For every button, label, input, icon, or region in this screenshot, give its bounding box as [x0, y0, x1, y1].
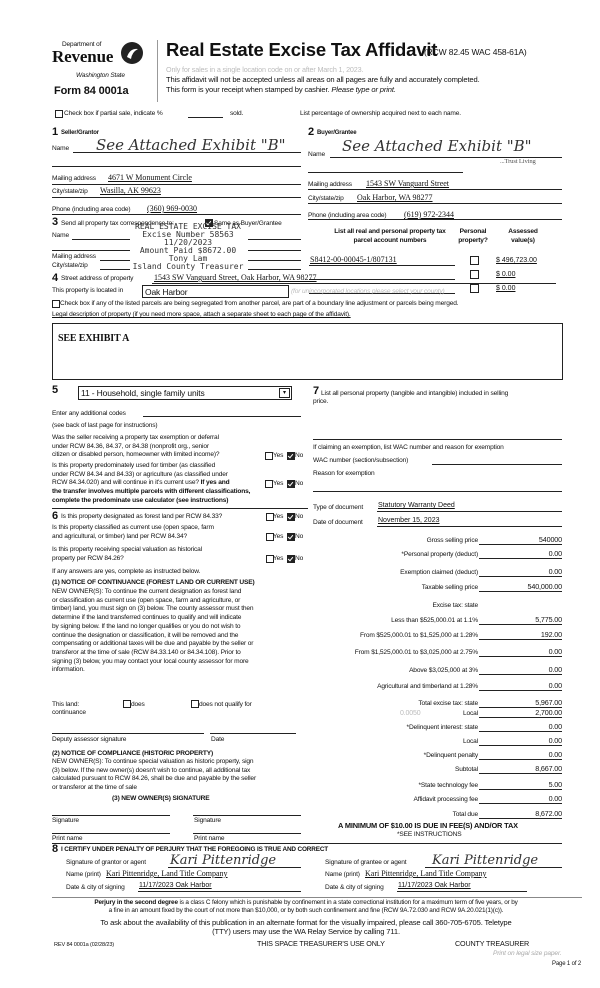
- tax-row-value[interactable]: 0.00: [548, 750, 562, 759]
- no-label: No: [295, 533, 304, 540]
- para-line: compensating or additional taxes will be due and payable by the seller or: [52, 640, 254, 648]
- segregated-checkbox[interactable]: [52, 300, 60, 308]
- legal-paper-note: Print on legal size paper.: [493, 950, 562, 957]
- accessibility-note: To ask about the availability of this publication in an alternate format for the visually impaired, please call 360-705-6705. Teletype: [100, 918, 512, 927]
- line: [248, 239, 301, 240]
- para-line: by signing below. If the land no longer qualifies or you do not wish to: [52, 622, 241, 630]
- signature-label: Signature: [52, 817, 79, 824]
- personal-property-checkbox[interactable]: [470, 284, 479, 293]
- revenue-logo-text: Revenue: [52, 47, 114, 66]
- assessed-value-field[interactable]: $ 0.00: [496, 271, 516, 278]
- yes-label: Yes: [273, 480, 284, 487]
- tax-row-label: Above $3,025,000 at 3%: [409, 667, 478, 674]
- q-line: complete the predominate use calculator (see instructions): [52, 496, 229, 504]
- page-title: Real Estate Excise Tax Affidavit: [166, 39, 438, 60]
- q-text: RCW 84.34.020) and will continue in it's current use?: [52, 479, 201, 487]
- tax-row-line: [479, 558, 562, 559]
- dor-logo-icon: [118, 40, 146, 66]
- partial-sale-checkbox[interactable]: [55, 110, 63, 118]
- personal-property-label: List all personal property (tangible and intangible) included in selling: [321, 390, 509, 397]
- street-label: Street address of property: [61, 275, 134, 282]
- line: [168, 867, 301, 868]
- yes-label: Yes: [273, 533, 284, 540]
- doc-date-label: Date of document: [313, 519, 363, 526]
- corr-mail-label: Mailing address: [52, 253, 96, 260]
- tax-row-label: Total due: [452, 811, 478, 818]
- reason-label: Reason for exemption: [313, 470, 375, 477]
- grantor-date-field[interactable]: 11/17/2023 Oak Harbor: [139, 882, 212, 889]
- buyer-name-label: Name: [308, 151, 325, 158]
- revision-label: REV 84 0001a (02/28/23): [54, 942, 114, 948]
- tax-row-line: [479, 690, 562, 691]
- line: [309, 265, 455, 266]
- tax-row-line: [479, 818, 562, 819]
- tax-row-value[interactable]: 0.00: [548, 722, 562, 731]
- correspondence-label: Send all property tax correspondence to:: [61, 220, 174, 227]
- personal-property-checkbox[interactable]: [470, 256, 479, 265]
- new-owner-signature-title: (3) NEW OWNER(S) SIGNATURE: [112, 795, 210, 802]
- line: [248, 269, 301, 270]
- line: [377, 511, 562, 512]
- stamp-line: Tony Lam: [168, 254, 208, 263]
- buyer-phone-field[interactable]: (619) 972-2344: [404, 210, 454, 219]
- seller-name-line-2: [52, 166, 301, 167]
- section-number: 8: [52, 843, 59, 855]
- exemption-label: If claiming an exemption, list WAC number and reason for exemption: [313, 444, 504, 451]
- grantee-date-field[interactable]: 11/17/2023 Oak Harbor: [398, 882, 471, 889]
- q-line: property per RCW 84.26?: [52, 554, 124, 562]
- location-hint: (for unincorporated locations please select your county): [291, 288, 445, 295]
- notice-text: This form is your receipt when stamped by cashier.: [166, 85, 332, 94]
- doc-date-field[interactable]: November 15, 2023: [378, 517, 440, 524]
- tax-row-label: *Delinquent penalty: [423, 752, 478, 759]
- print-name-label: Print name: [194, 835, 225, 842]
- tax-row-label: From $1,525,000.01 to $3,025,000 at 2.75%: [354, 649, 478, 656]
- para-line: or classification as current use (open space, farm and agriculture, or: [52, 596, 241, 604]
- tax-row-line: [479, 773, 562, 774]
- notice-line-2: [166, 86, 396, 94]
- section-number: 5: [52, 384, 59, 396]
- tax-row-line: [479, 591, 562, 592]
- accessibility-note-2: (TTY) users may use the WA Relay Service by calling 711.: [212, 927, 400, 936]
- para-line: calculated pursuant to RCW 84.26, shall be due and payable by the seller: [52, 775, 256, 783]
- q-line: and agricultural, or timber) land per RCW 84.34?: [52, 532, 187, 540]
- section-number: 7: [313, 385, 320, 397]
- wac-label: WAC number (section/subsection): [313, 457, 409, 464]
- does-qualify-checkbox[interactable]: [123, 700, 131, 708]
- perjury-bold: Perjury in the second degree: [94, 899, 178, 906]
- buyer-phone-label: Phone (including area code): [308, 212, 387, 219]
- does-label: does: [131, 701, 145, 708]
- tax-row-label: Affidavit processing fee: [413, 796, 478, 803]
- deputy-label: Deputy assessor signature: [52, 736, 127, 743]
- sold-label: sold.: [230, 110, 244, 117]
- signature-label: Signature: [194, 817, 221, 824]
- seller-phone-field[interactable]: (360) 969-0030: [147, 204, 197, 213]
- tax-row-label: *Personal property (deduct): [401, 551, 478, 558]
- q-line: Is this property classified as current use (open space, farm: [52, 524, 214, 531]
- line: [308, 203, 562, 204]
- q-line: under RCW 84.34 and 84.33) or agriculture (as classified under: [52, 470, 228, 478]
- seller-phone-label: Phone (including area code): [52, 206, 131, 213]
- tax-row-value[interactable]: 0.00: [548, 567, 562, 576]
- line: [100, 269, 130, 270]
- perjury-text: is a class C felony which is punishable by confinement in a state correctional institution for a maximum term of five years, or by: [177, 899, 518, 906]
- tax-row-value[interactable]: 540,000.00: [527, 582, 562, 591]
- line: [308, 172, 463, 173]
- stamp-line: Island County Treasurer: [132, 262, 244, 271]
- segregated-label: Check box if any of the listed parcels are being segregated from another parcel, are part of a boundary line adjustment or parcels being merged.: [60, 300, 459, 307]
- doc-type-label: Type of document: [313, 504, 364, 511]
- tax-row-label: Total excise tax: state: [418, 700, 478, 707]
- date-label: Date: [211, 736, 225, 743]
- stamp-line: 11/20/2023: [163, 238, 213, 247]
- q-bold: If yes and: [200, 479, 230, 487]
- buyer-mail-field[interactable]: 1543 SW Vanguard Street: [366, 179, 450, 188]
- line: [248, 260, 301, 261]
- line: [377, 526, 562, 527]
- seller-mail-field[interactable]: 4671 W Monument Circle: [108, 173, 192, 182]
- street-field[interactable]: 1543 SW Vanguard Street, Oak Harbor, WA 98277: [154, 273, 317, 282]
- tax-row-line: [479, 745, 562, 746]
- tax-row-label: Less than $525,000.01 at 1.1%: [391, 617, 478, 624]
- notice-line-1: This affidavit will not be accepted unless all areas on all pages are fully and accurately completed.: [166, 75, 480, 84]
- tax-row-value[interactable]: 0.00: [548, 647, 562, 656]
- tax-row-label: Agricultural and timberland at 1.28%: [377, 683, 478, 690]
- dept-label: Department of: [62, 41, 102, 48]
- no-label: No: [295, 452, 304, 459]
- buyer-label: Buyer/Grantee: [317, 130, 357, 136]
- tax-row-line: [479, 717, 562, 718]
- legal-label: Legal description of property (if you need more space, attach a separate sheet to each page of the affidavit).: [52, 311, 351, 318]
- para-line: (3) below. If the new owner(s) doesn't wish to continue, all additional tax: [52, 766, 251, 774]
- tax-row-value[interactable]: 5,967.00: [535, 698, 562, 707]
- seller-name-line: [73, 152, 301, 153]
- seller-label: Seller/Grantor: [61, 130, 99, 136]
- stamp-line: Excise Number 58563: [142, 230, 234, 239]
- footer-divider: [52, 897, 582, 898]
- see-instructions: *SEE INSTRUCTIONS: [397, 831, 462, 838]
- chevron-down-icon[interactable]: ▾: [279, 388, 290, 398]
- timber-question: [52, 462, 250, 506]
- personal-property-label-2: price.: [313, 398, 329, 405]
- section-number: 2: [308, 126, 315, 138]
- stamp-line: Amount Paid $8672.00: [139, 246, 237, 255]
- seller-city-label: City/state/zip: [52, 188, 88, 195]
- tax-row-value[interactable]: 0.00: [548, 681, 562, 690]
- yes-label: Yes: [273, 452, 284, 459]
- parcel-header: List all real and personal property tax: [334, 228, 446, 235]
- header-divider: [157, 40, 158, 102]
- personal-property-checkbox[interactable]: [470, 270, 479, 279]
- no-label: No: [295, 513, 304, 520]
- tax-row-value[interactable]: 192.00: [540, 630, 562, 639]
- tax-row-value[interactable]: 0.00: [548, 794, 562, 803]
- line: [52, 197, 301, 198]
- does-not-label: does not qualify for: [199, 701, 252, 708]
- land-use-code-value: 11 - Household, single family units: [81, 388, 205, 398]
- q-line: Was the seller receiving a property tax exemption or deferral: [52, 434, 219, 441]
- no-label: No: [295, 480, 304, 487]
- tax-row-line: [479, 624, 562, 625]
- section-divider: [52, 843, 562, 844]
- grantor-name-field[interactable]: Kari Pittenridge, Land Title Company: [106, 869, 228, 878]
- q-line: citizen or disabled person, homeowner with limited income)?: [52, 451, 220, 459]
- continuance-text: [52, 588, 253, 675]
- tax-row-line: [479, 789, 562, 790]
- forest-question: Is this property designated as forest land per RCW 84.33?: [61, 513, 223, 520]
- timber-no-checkbox[interactable]: [287, 480, 295, 488]
- corr-name-label: Name: [52, 232, 69, 239]
- deputy-date-field[interactable]: [210, 733, 296, 734]
- treasurer-stamp: [128, 223, 248, 271]
- para-line: signing (3) below, you may contact your local county assessor for more: [52, 657, 249, 665]
- yes-label: Yes: [273, 513, 284, 520]
- buyer-city-field[interactable]: Oak Harbor, WA 98277: [357, 193, 433, 202]
- state-label: Washington State: [76, 72, 125, 79]
- historic-question: [52, 546, 202, 563]
- tax-row-line: [479, 731, 562, 732]
- line: [248, 250, 301, 251]
- location-select[interactable]: [142, 285, 289, 298]
- section-number: 3: [52, 216, 59, 228]
- personal-header: Personal: [459, 228, 487, 235]
- owner-signature-field[interactable]: [193, 815, 301, 816]
- seller-name-handwritten[interactable]: See Attached Exhibit "B": [96, 136, 286, 154]
- deputy-signature-field[interactable]: [52, 733, 204, 734]
- additional-codes-label: Enter any additional codes: [52, 410, 126, 417]
- does-not-qualify-checkbox[interactable]: [191, 700, 199, 708]
- partial-pct-field[interactable]: [188, 117, 223, 118]
- tax-row-label: Excise tax: state: [432, 602, 478, 609]
- tax-row-label: Exemption claimed (deduct): [400, 569, 478, 576]
- additional-codes-field[interactable]: [143, 416, 301, 417]
- q-line: under RCW 84.36, 84.37, or 84.38 (nonprofit org., senior: [52, 442, 209, 450]
- para-line: timber) land, you must sign on (3) below. The county assessor must then: [52, 605, 254, 613]
- same-as-buyer-label: Same as Buyer/Grantee: [214, 220, 282, 227]
- owner-signature-field[interactable]: [52, 815, 170, 816]
- buyer-name-extra: ...Trust Living: [500, 158, 536, 165]
- personal-property-field[interactable]: [313, 439, 562, 440]
- line: [52, 214, 301, 215]
- line: [138, 891, 301, 892]
- tax-row-label: Gross selling price: [426, 537, 478, 544]
- page-number: Page 1 of 2: [552, 961, 582, 967]
- assessed-header: Assessed: [508, 228, 538, 235]
- tax-row-label: Local: [462, 710, 478, 717]
- if-yes-note: If any answers are yes, complete as instructed below.: [52, 568, 201, 575]
- tax-row-value[interactable]: 8,672.00: [535, 809, 562, 818]
- compliance-text: [52, 758, 256, 793]
- line: [72, 239, 130, 240]
- exemption-no-checkbox[interactable]: [287, 452, 295, 460]
- location-value: Oak Harbor: [145, 287, 188, 297]
- tax-row-value[interactable]: 5.00: [548, 780, 562, 789]
- tax-row-value[interactable]: 2,700.00: [535, 708, 562, 717]
- tax-row-value[interactable]: 0.00: [548, 549, 562, 558]
- grantee-signature-label: Signature of grantee or agent: [325, 859, 407, 866]
- legal-description-field[interactable]: [52, 323, 563, 380]
- line: [308, 219, 562, 220]
- personal-header-2: property?: [458, 237, 488, 244]
- tax-row-label: *Delinquent interest: state: [406, 724, 478, 731]
- para-line: transferor at the time of sale (RCW 84.33.140 or 84.34.108). Prior to: [52, 648, 241, 656]
- line: [52, 250, 130, 251]
- this-land-label: This land:: [52, 701, 80, 708]
- line: [425, 867, 562, 868]
- section-number: 4: [52, 272, 59, 284]
- compliance-title: (2) NOTICE OF COMPLIANCE (HISTORIC PROPERTY): [52, 750, 214, 757]
- tax-row-label: Taxable selling price: [421, 584, 478, 591]
- tax-row-label: From $525,000.01 to $1,525,000 at 1.28%: [359, 632, 478, 639]
- seller-name-label: Name: [52, 145, 69, 152]
- reason-field[interactable]: [313, 491, 562, 492]
- only-for-sales-note: Only for sales in a single location code on or after March 1, 2023.: [166, 65, 364, 74]
- grantor-date-label: Date & city of signing: [66, 884, 125, 891]
- stamp-line: REAL ESTATE EXCISE TAX: [135, 222, 241, 231]
- seller-city-field[interactable]: Wasilla, AK 99623: [100, 186, 161, 195]
- assessed-header-2: value(s): [511, 237, 535, 244]
- tax-row-line: [479, 639, 562, 640]
- section-divider: [52, 508, 308, 509]
- wac-field[interactable]: [432, 464, 562, 465]
- perjury-notice: [36, 899, 576, 907]
- seller-mail-label: Mailing address: [52, 175, 96, 182]
- doc-type-field[interactable]: Statutory Warranty Deed: [378, 502, 455, 509]
- parcel-header-2: parcel account numbers: [353, 237, 427, 244]
- certify-statement: I CERTIFY UNDER PENALTY OF PERJURY THAT THE FOREGOING IS TRUE AND CORRECT: [61, 846, 329, 853]
- rcw-reference: (RCW 82.45 WAC 458-61A): [424, 47, 527, 57]
- tax-row-line: [479, 656, 562, 657]
- perjury-text-2: a fine in an amount fixed by the court of not more than $10,000, or by both such confinement and fine (RCW 9A.72.030 and RCW 9A.20.021(1)(c)).: [108, 907, 504, 914]
- tax-row-value[interactable]: 0.00: [548, 736, 562, 745]
- tax-row-value[interactable]: 0.00: [548, 665, 562, 674]
- grantee-date-label: Date & city of signing: [325, 884, 384, 891]
- para-line: information.: [52, 666, 85, 674]
- assessed-value-field[interactable]: $ 496,723.00: [496, 257, 537, 264]
- tax-row-label: Subtotal: [455, 766, 478, 773]
- current-use-question: [52, 524, 214, 541]
- treasurer-use-label: THIS SPACE TREASURER'S USE ONLY: [257, 939, 385, 948]
- tax-row-line: [479, 674, 562, 675]
- owner-print-name-field[interactable]: [52, 833, 170, 834]
- line: [152, 283, 556, 284]
- para-line: determine if the land transferred continues to qualify and will indicate: [52, 614, 242, 622]
- legal-description-value: SEE EXHIBIT A: [58, 333, 130, 344]
- para-line: NEW OWNER(S): To continue special valuation as historic property, sign: [52, 758, 254, 765]
- tax-row-line: [479, 544, 562, 545]
- tax-row-value[interactable]: 540000: [538, 535, 562, 544]
- q-line: Is this property receiving special valuation as historical: [52, 546, 202, 553]
- partial-sale-label: Check box if partial sale, indicate %: [64, 110, 163, 117]
- yes-label: Yes: [273, 555, 284, 562]
- county-treasurer-label: COUNTY TREASURER: [455, 939, 530, 948]
- q-line: [52, 479, 250, 488]
- parcel-number-field[interactable]: S8412-00-00045-1/807131: [310, 255, 397, 264]
- grantor-signature[interactable]: Kari Pittenridge: [170, 853, 277, 868]
- grantee-signature[interactable]: Kari Pittenridge: [432, 853, 539, 868]
- corr-city-label: City/state/zip: [52, 262, 88, 269]
- line: [330, 157, 562, 158]
- para-line: NEW OWNER(S): To continue the current designation as forest land: [52, 588, 242, 595]
- line: [397, 891, 527, 892]
- line: [308, 189, 562, 190]
- line: [52, 184, 301, 185]
- buyer-name-handwritten[interactable]: See Attached Exhibit "B": [342, 137, 532, 155]
- notice-italic: Please type or print.: [331, 85, 396, 94]
- tax-row-label: Local: [462, 738, 478, 745]
- print-name-label: Print name: [52, 835, 83, 842]
- tax-row-line: [479, 759, 562, 760]
- grantor-signature-label: Signature of grantor or agent: [66, 859, 146, 866]
- exemption-yes-checkbox[interactable]: [265, 452, 273, 460]
- grantee-name-label: Name (print): [325, 871, 360, 878]
- tax-row-line: [479, 576, 562, 577]
- owner-print-name-field[interactable]: [193, 833, 301, 834]
- see-back-note: (see back of last page for instructions): [52, 422, 158, 429]
- grantee-name-field[interactable]: Kari Pittenridge, Land Title Company: [365, 869, 487, 878]
- historic-no-checkbox[interactable]: [287, 555, 295, 563]
- tax-row-value[interactable]: 8,667.00: [535, 764, 562, 773]
- exemption-question: [52, 434, 219, 460]
- continuance-label: continuance: [52, 709, 86, 716]
- grantor-name-label: Name (print): [66, 871, 101, 878]
- tax-row-value[interactable]: 5,775.00: [535, 615, 562, 624]
- para-line: or transferor at the time of sale: [52, 784, 137, 792]
- located-label: This property is located in: [52, 287, 124, 294]
- assessed-value-field[interactable]: $ 0.00: [496, 285, 516, 292]
- section-number: 1: [52, 126, 59, 138]
- buyer-city-label: City/state/zip: [308, 195, 344, 202]
- q-line: Is this property predominately used for timber (as classified: [52, 462, 216, 469]
- tax-row-label: *State technology fee: [418, 782, 478, 789]
- local-rate: 0.0050: [400, 710, 421, 717]
- forest-no-checkbox[interactable]: [287, 513, 295, 521]
- timber-yes-checkbox[interactable]: [265, 480, 273, 488]
- form-number: Form 84 0001a: [54, 85, 129, 97]
- land-use-code-select[interactable]: [78, 386, 292, 400]
- section-number: 6: [52, 510, 59, 522]
- minimum-notice: A MINIMUM OF $10.00 IS DUE IN FEE(S) AND/OR TAX: [338, 821, 518, 830]
- line: [100, 260, 130, 261]
- current-use-no-checkbox[interactable]: [287, 533, 295, 541]
- buyer-mail-label: Mailing address: [308, 181, 352, 188]
- para-line: continue the designation or classification, it will be removed and the: [52, 631, 239, 639]
- continuance-title: (1) NOTICE OF CONTINUANCE (FOREST LAND OR CURRENT USE): [52, 579, 255, 586]
- tax-row-line: [479, 803, 562, 804]
- no-label: No: [295, 555, 304, 562]
- line: [309, 279, 455, 280]
- q-line: the transfer involves multiple parcels with different classifications,: [52, 488, 251, 496]
- ownership-note: List percentage of ownership acquired next to each name.: [300, 110, 461, 117]
